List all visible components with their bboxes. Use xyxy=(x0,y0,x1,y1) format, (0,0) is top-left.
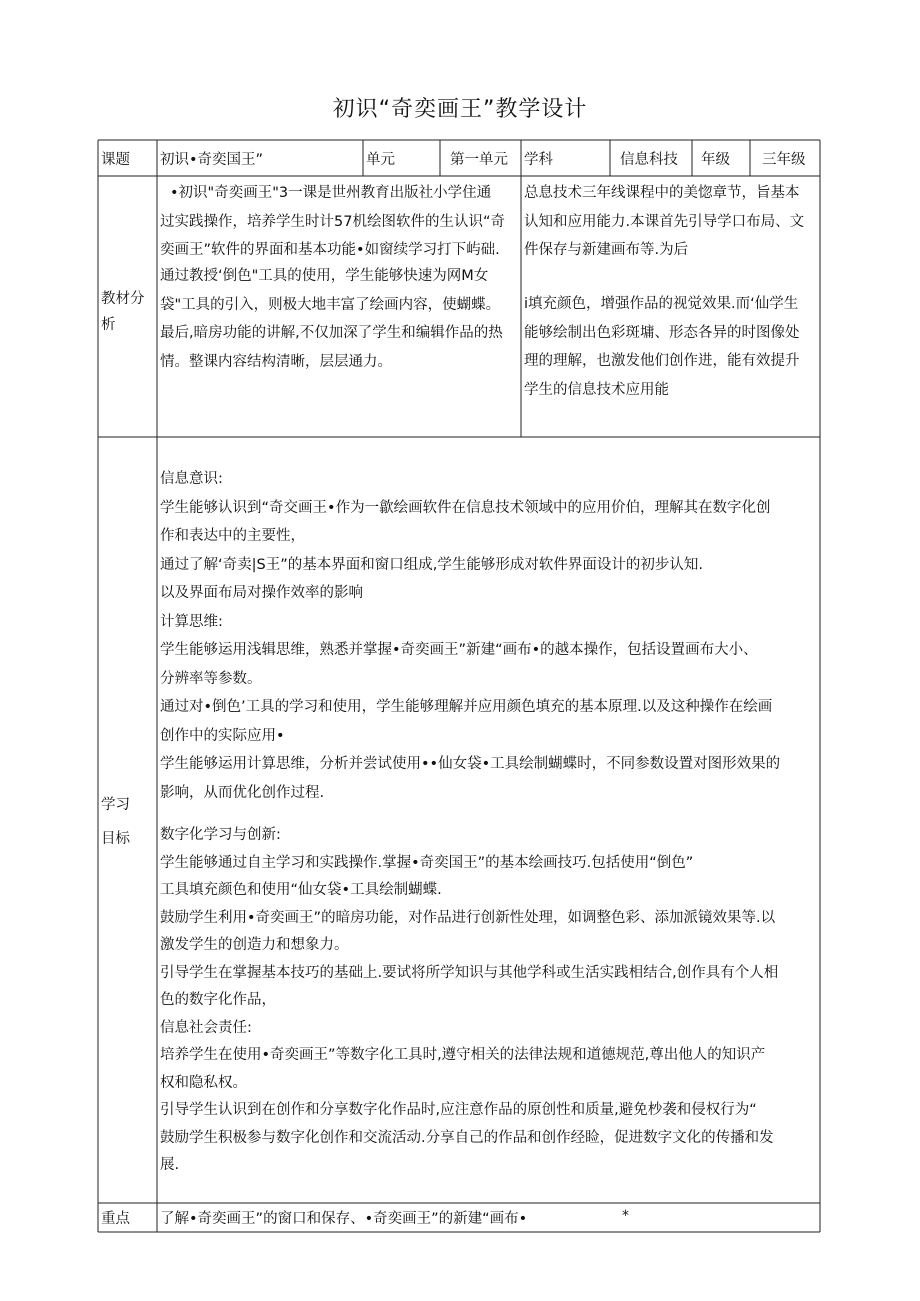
text-line: 创作中的实际应用• xyxy=(160,727,285,744)
text-line: 通过教授‘倒色"工具的使用，学生能够快速为网M女 xyxy=(160,268,489,284)
analysis-right-paragraph-2 xyxy=(524,290,800,404)
analysis-left-paragraph-2 xyxy=(160,262,503,376)
grade-value: 三年级 xyxy=(762,152,806,168)
analysis-label-line2: 析 xyxy=(101,317,116,333)
page-title: 初识“奇奕画王”教学设计 xyxy=(332,97,588,122)
analysis-left-paragraph-1 xyxy=(160,179,505,265)
text-line: 认知和应用能力.本课首先引导学口布局、文 xyxy=(524,213,805,230)
key-points-mark: * xyxy=(622,1208,629,1224)
text-line: •初识"奇奕画王"3一课是世州教育出版社小学住通 xyxy=(170,185,492,201)
text-line: 鼓励学生积极参与数字化创作和交流活动.分享自己的作品和创作经睑，促进数字文化的传播和发 xyxy=(160,1129,774,1146)
key-points-value: 了解•奇奕画王”的窗口和保存、•奇奕画王”的新建“画布• xyxy=(160,1211,528,1227)
text-line: 计算思维: xyxy=(160,613,223,630)
analysis-label-line1: 教材分 xyxy=(101,291,145,307)
unit-value: 第一单元 xyxy=(450,152,508,168)
text-line: 信息社会责任: xyxy=(160,1019,252,1036)
text-line: 通过对•倒色’工具的学习和使用，学生能够理解并应用颜色填充的基本原理.以及这种操作在绘画 xyxy=(160,699,773,715)
lesson-label: 课题 xyxy=(101,152,130,168)
text-line: 学生能够通过自主学习和实践操作.掌握•奇奕国王”的基本绘画技巧.包括使用“倒色” xyxy=(160,854,694,871)
key-points-label: 重点 xyxy=(101,1211,130,1227)
text-line: i填充颜色，增强作品的视觉效果.而‘仙学生 xyxy=(524,296,799,312)
text-line: 展. xyxy=(160,1157,180,1173)
text-line: 工具填充颜色和使用“仙女袋•工具绘制蝴蝶. xyxy=(160,882,442,898)
text-line: 鼓励学生利用•奇奕画王”的暗房功能，对作品进行创新性处理，如调整色彩、添加派镜效果等.以 xyxy=(160,909,776,926)
objectives-label-line1: 学习 xyxy=(101,797,130,813)
text-line: 分辨率等参数。 xyxy=(160,670,262,687)
text-line: 影响，从而优化创作过程. xyxy=(160,784,325,801)
text-line: 情。整课内容结构清晰，层层通力。 xyxy=(160,353,392,370)
text-line: 最后,暗房功能的讲解,不仅加深了学生和编辑作品的热 xyxy=(160,325,503,341)
subject-value: 信息科技 xyxy=(620,152,678,168)
text-line: 奕画王”软件的界面和基本功能•如窗续学习打下屿础. xyxy=(160,242,500,258)
text-line: 培养学生在使用•奇奕画王”等数字化工具时,遵守相关的法律法规和道德规范,尊出他人的知识产 xyxy=(160,1047,766,1063)
analysis-right-paragraph-1 xyxy=(524,179,804,265)
text-line: 学生能够运用浅辑思维，熟悉并掌握•奇奕画王”新建“画布•的越本操作，包括设置画布大小、 xyxy=(160,642,758,658)
text-line: 理的理解，也激发他们创作进，能有效提升 xyxy=(524,353,800,369)
grade-label: 年级 xyxy=(701,152,730,168)
text-line: 色的数字化作品， xyxy=(160,992,276,1008)
text-line: 过实践操作，培养学生时计57机绘图软件的生认识“奇 xyxy=(160,213,505,230)
text-line: 以及界面布局对操作效率的影响 xyxy=(160,585,363,601)
lesson-value: 初识•奇奕国王” xyxy=(160,152,264,168)
text-line: 袋"工具的引入，则极大地丰富了绘画内容，使蝴蝶。 xyxy=(160,296,501,313)
text-line: 引导学生认识到在创作和分享数字化作品时,应注意作品的原创性和质量,避免杪袭和侵权行为“ xyxy=(160,1102,757,1118)
text-line: 权和隐私权。 xyxy=(160,1074,247,1091)
text-line: 激发学生的创造力和想象力。 xyxy=(160,937,349,953)
text-line: 引导学生在掌握基本技巧的基础上.要试将所学知识与其他学科或生活实践相结合,创作具有个人相 xyxy=(160,964,779,981)
objectives-section-a xyxy=(160,465,780,807)
text-line: 作和表达中的主要性， xyxy=(160,528,305,544)
unit-label: 单元 xyxy=(366,152,395,168)
subject-label: 学科 xyxy=(524,152,553,168)
text-line: 学生的信息技术应用能 xyxy=(524,381,669,398)
objectives-section-b xyxy=(160,822,778,1180)
text-line: 信息意识: xyxy=(160,471,223,487)
text-line: 总息技术三年线课程中的美惚章节，旨基本 xyxy=(524,185,800,201)
text-line: 能够绘制出色彩斑墉、形态各异的时图像处 xyxy=(524,324,800,341)
text-line: 学生能够运用计算思维，分析并尝试使用••仙女袋•工具绘制蝴蝶时，不同参数设置对图形效果的 xyxy=(160,756,781,772)
objectives-label-line2: 目标 xyxy=(101,831,130,847)
text-line: 学生能够认识到“奇交画王•作为一歙绘画软件在信息技术领域中的应用价伯，理解其在数字化创 xyxy=(160,499,771,516)
text-line: 数字化学习与创新: xyxy=(160,827,281,843)
text-line: 通过了解‘奇卖|S王”的基本界面和窗口组成,学生能够形成对软件界面设计的初步认知. xyxy=(160,556,703,573)
text-line: 件保存与新建画布等.为后 xyxy=(524,242,689,258)
